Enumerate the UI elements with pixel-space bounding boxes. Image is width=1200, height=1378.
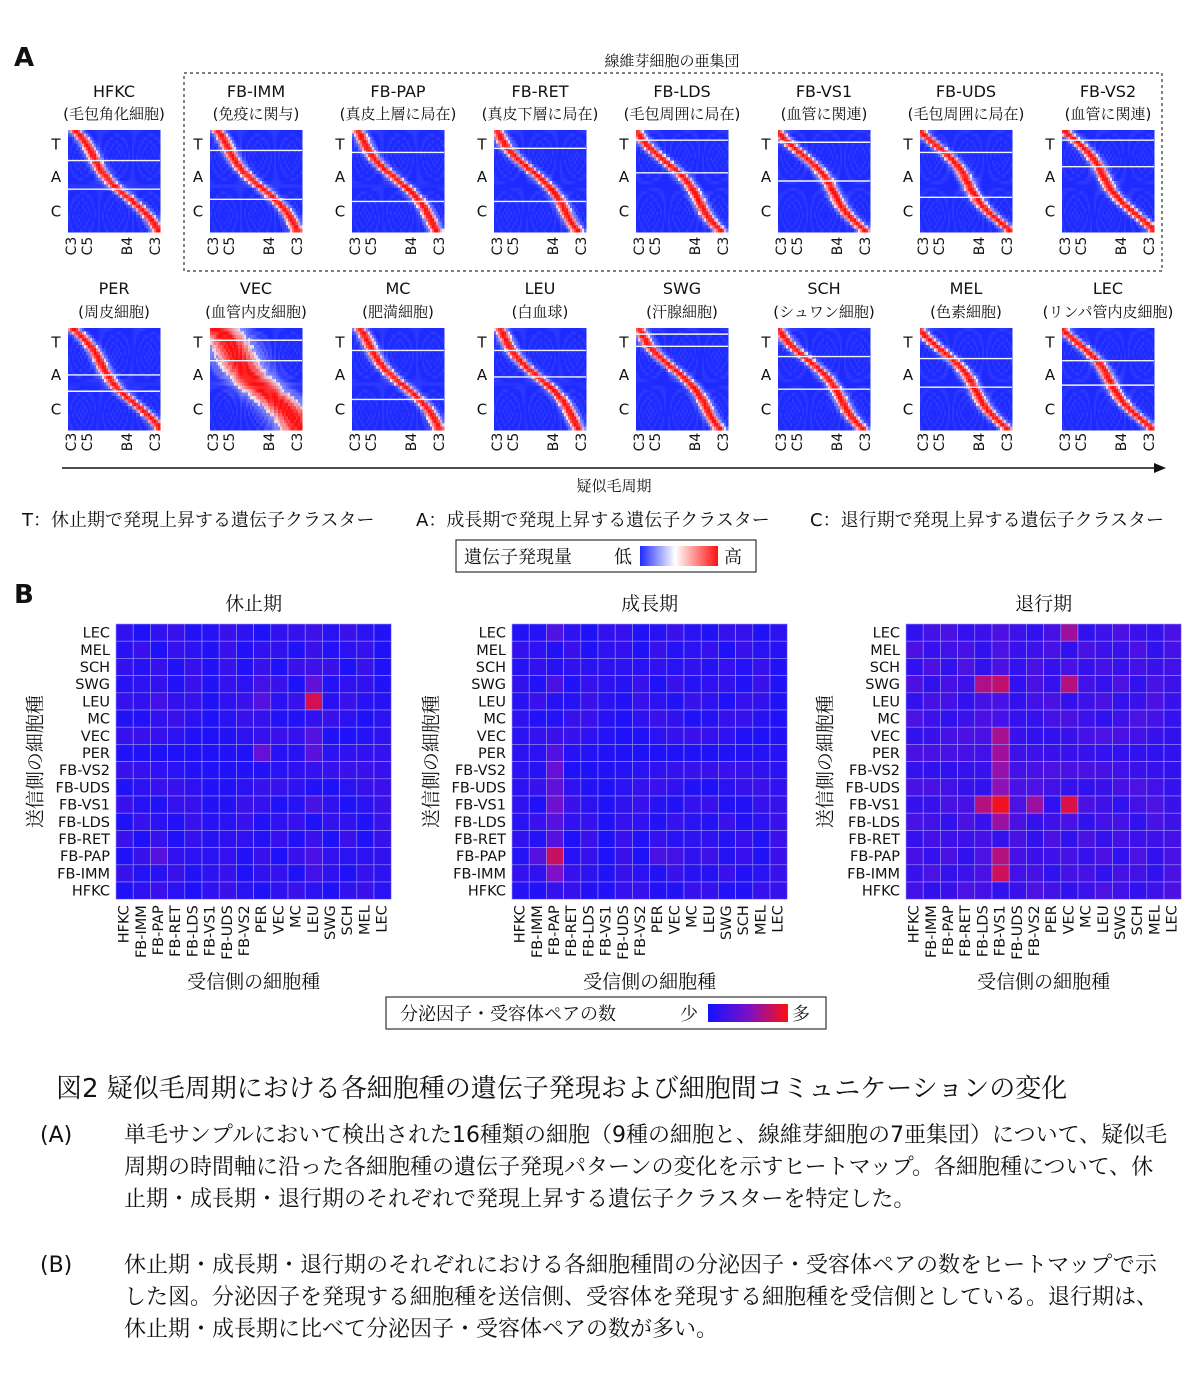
expression-heatmap-fb-ret — [476, 82, 598, 255]
expression-cell — [300, 157, 303, 161]
expression-cell — [442, 208, 445, 212]
expression-cell — [300, 184, 303, 188]
expression-cell — [300, 161, 303, 165]
panel-a-label: A — [14, 43, 34, 73]
expression-cell — [158, 164, 161, 168]
cluster-label-t: T — [50, 135, 61, 153]
cluster-label-a: A — [51, 168, 62, 186]
expression-cell — [584, 178, 587, 182]
expression-cell — [442, 161, 445, 165]
expression-cell — [300, 130, 303, 134]
expression-heatmap-fb-imm — [192, 82, 306, 255]
pseudotime-tick: C3 — [148, 237, 164, 256]
expression-cell — [442, 222, 445, 226]
expression-cell — [584, 184, 587, 188]
expression-cell — [442, 144, 445, 148]
cluster-label-a: A — [193, 168, 204, 186]
expression-cell — [442, 184, 445, 188]
expression-cell — [442, 137, 445, 141]
expression-cell — [300, 137, 303, 141]
expression-cell — [442, 174, 445, 178]
expression-cell — [158, 195, 161, 199]
expression-cell — [584, 164, 587, 168]
cluster-label-t: T — [334, 135, 345, 153]
expression-cell — [158, 222, 161, 226]
expression-cell — [300, 215, 303, 219]
expression-cell — [300, 181, 303, 185]
pseudotime-tick: C3 — [348, 237, 364, 256]
expression-heatmap-row-1 — [50, 82, 1158, 255]
expression-cell — [158, 167, 161, 171]
expression-cell — [300, 154, 303, 158]
cell-type-description: (真皮下層に局在) — [482, 105, 599, 123]
pseudotime-tick: C3 — [64, 237, 80, 256]
expression-cell — [300, 191, 303, 195]
expression-heatmap-hfkc — [50, 82, 164, 255]
expression-cell — [300, 167, 303, 171]
expression-cell — [300, 195, 303, 199]
expression-cell — [300, 133, 303, 137]
expression-cell — [300, 208, 303, 212]
cluster-label-t: T — [192, 135, 203, 153]
expression-cell — [442, 195, 445, 199]
expression-cell — [584, 174, 587, 178]
pseudotime-tick: C3 — [432, 237, 448, 256]
expression-cell — [442, 212, 445, 216]
expression-cell — [442, 157, 445, 161]
expression-cell — [158, 147, 161, 151]
expression-cell — [158, 205, 161, 209]
expression-cell — [158, 218, 161, 222]
expression-cell — [442, 171, 445, 175]
cell-type-description: (免疫に関与) — [213, 105, 300, 123]
expression-cell — [158, 191, 161, 195]
expression-cell — [300, 229, 303, 233]
expression-cell — [442, 133, 445, 137]
fibroblast-group-title: 線維芽細胞の亜集団 — [604, 52, 739, 70]
expression-cell — [158, 181, 161, 185]
cell-type-name: FB-PAP — [370, 82, 426, 101]
expression-cell — [158, 229, 161, 233]
cluster-label-c: C — [51, 203, 61, 221]
expression-cell — [158, 144, 161, 148]
expression-cell — [584, 137, 587, 141]
expression-cell — [158, 178, 161, 182]
pseudotime-tick: C3 — [290, 237, 306, 256]
expression-cell — [442, 164, 445, 168]
expression-cell — [158, 198, 161, 202]
pseudotime-tick: B4 — [404, 237, 420, 256]
expression-cell — [584, 167, 587, 171]
expression-cell — [584, 181, 587, 185]
cell-type-description: (毛包角化細胞) — [63, 105, 165, 123]
expression-cell — [442, 225, 445, 229]
expression-cell — [300, 171, 303, 175]
expression-cell — [442, 130, 445, 134]
expression-cell — [158, 130, 161, 134]
expression-cell — [442, 181, 445, 185]
expression-cell — [300, 188, 303, 192]
expression-cell — [158, 154, 161, 158]
expression-cell — [300, 212, 303, 216]
expression-cell — [584, 130, 587, 134]
expression-cell — [158, 184, 161, 188]
expression-cell — [442, 229, 445, 233]
expression-cell — [300, 205, 303, 209]
expression-cell — [442, 188, 445, 192]
cluster-label-c: C — [335, 203, 345, 221]
pseudotime-tick: B4 — [262, 237, 278, 256]
expression-cell — [300, 174, 303, 178]
pseudotime-tick: C5 — [364, 237, 380, 256]
expression-cell — [158, 171, 161, 175]
expression-cell — [300, 140, 303, 144]
expression-cell — [300, 144, 303, 148]
expression-cell — [584, 161, 587, 165]
expression-cell — [158, 212, 161, 216]
expression-cell — [158, 137, 161, 141]
expression-cell — [584, 171, 587, 175]
expression-cell — [158, 201, 161, 205]
expression-cell — [584, 157, 587, 161]
expression-cell — [442, 215, 445, 219]
expression-cell — [584, 133, 587, 137]
expression-cell — [158, 174, 161, 178]
expression-cell — [300, 222, 303, 226]
expression-cell — [584, 150, 587, 154]
expression-cell — [300, 201, 303, 205]
expression-cell — [584, 154, 587, 158]
pseudotime-tick: C5 — [80, 237, 96, 256]
expression-cell — [442, 167, 445, 171]
expression-cell — [300, 218, 303, 222]
expression-cell — [442, 178, 445, 182]
expression-cell — [442, 218, 445, 222]
cell-type-description: (真皮上層に局在) — [340, 105, 457, 123]
pseudotime-tick: C3 — [206, 237, 222, 256]
expression-cell — [300, 178, 303, 182]
cluster-label-a: A — [335, 168, 346, 186]
cell-type-name: HFKC — [93, 82, 135, 101]
expression-cell — [442, 147, 445, 151]
expression-cell — [442, 140, 445, 144]
expression-cell — [442, 191, 445, 195]
cluster-label-c: C — [193, 203, 203, 221]
expression-cell — [158, 133, 161, 137]
pseudotime-tick: C5 — [222, 237, 238, 256]
expression-cell — [158, 150, 161, 154]
pseudotime-tick: B4 — [120, 237, 136, 256]
expression-cell — [442, 154, 445, 158]
cell-type-name: FB-IMM — [227, 82, 285, 101]
expression-cell — [300, 225, 303, 229]
expression-cell — [158, 225, 161, 229]
expression-cell — [158, 215, 161, 219]
expression-cell — [158, 208, 161, 212]
expression-cell — [584, 144, 587, 148]
expression-cell — [584, 140, 587, 144]
expression-heatmap-fb-pap — [334, 82, 456, 255]
expression-cell — [442, 205, 445, 209]
expression-cell — [158, 140, 161, 144]
expression-cell — [300, 164, 303, 168]
cell-type-name: FB-RET — [512, 82, 569, 101]
